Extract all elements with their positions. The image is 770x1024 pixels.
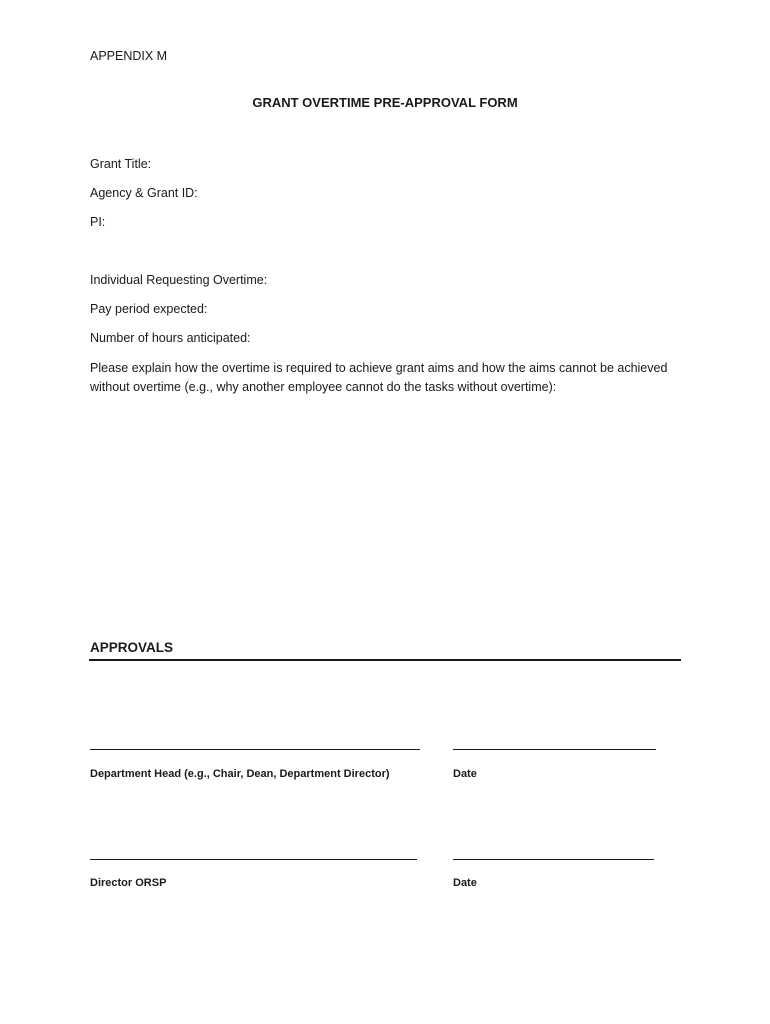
explanation-prompt: Please explain how the overtime is required to achieve grant aims and how the aims cannot be achieved without overtime (e.g., why another employee cannot do the tasks without overtime): — [90, 361, 668, 394]
pi-label: PI: — [90, 215, 106, 229]
approvals-heading: APPROVALS — [90, 640, 174, 655]
pay-period-label: Pay period expected: — [90, 302, 208, 316]
department-head-date-label: Date — [453, 768, 477, 780]
appendix-label: APPENDIX M — [90, 49, 168, 63]
hours-anticipated-label: Number of hours anticipated: — [90, 331, 251, 345]
grant-title-label: Grant Title: — [90, 157, 152, 171]
director-orsp-signature-line — [90, 859, 417, 860]
approvals-divider — [89, 659, 681, 661]
department-head-label: Department Head (e.g., Chair, Dean, Department Director) — [90, 768, 390, 780]
department-head-date-line — [453, 749, 656, 750]
director-orsp-date-label: Date — [453, 877, 477, 889]
department-head-signature-line — [90, 749, 420, 750]
form-title: GRANT OVERTIME PRE-APPROVAL FORM — [252, 95, 518, 110]
agency-grant-id-label: Agency & Grant ID: — [90, 186, 198, 200]
director-orsp-date-line — [453, 859, 654, 860]
individual-requesting-label: Individual Requesting Overtime: — [90, 273, 268, 287]
director-orsp-label: Director ORSP — [90, 877, 167, 889]
